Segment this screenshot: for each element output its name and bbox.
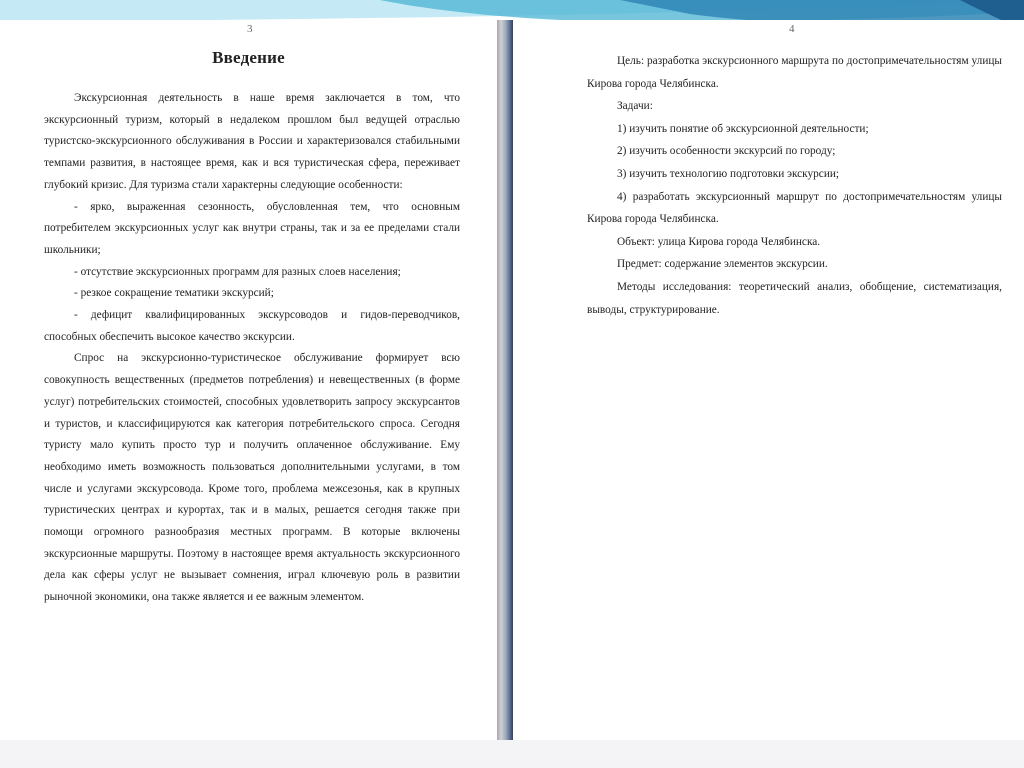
subject-paragraph: Предмет: содержание элементов экскурсии. — [617, 258, 828, 271]
paragraph-5: - дефицит квалифицированных экскурсоводов и гидов-переводчиков, способных обеспечить высокое качество экскурсии. — [44, 309, 460, 343]
goal-paragraph: Цель: разработка экскурсионного маршрута по достопримечательностям улицы Кирова города Челябинска. — [587, 55, 1002, 90]
paragraph-3: - отсутствие экскурсионных программ для разных слоев населения; — [74, 265, 401, 278]
bottom-margin — [0, 740, 1024, 768]
paragraph-2: - ярко, выраженная сезонность, обусловленная тем, что основным потребителем экскурсионных услуг как внутри страны, так и за ее пределами стали школьники; — [44, 200, 460, 256]
object-paragraph: Объект: улица Кирова города Челябинска. — [617, 235, 821, 248]
paragraph-4: - резкое сокращение тематики экскурсий; — [74, 287, 274, 300]
page-number-3: 3 — [247, 23, 253, 35]
task-item: 2) изучить особенности экскурсий по городу; — [617, 145, 836, 158]
paragraph-1: Экскурсионная деятельность в наше время заключается в том, что экскурсионный туризм, который в недалеком прошлом был ведущей отраслью туристско-экскурсионного обслуживания в России и характеризовался стабильными темпами развития, в настоящее время, как и вся туристическая сфера, переживает глубокий кризис. Для туризма стали характерны следующие особенности: — [44, 92, 460, 191]
task-item: 1) изучить понятие об экскурсионной деятельности; — [617, 122, 869, 135]
page-4 — [513, 20, 1024, 740]
methods-paragraph: Методы исследования: теоретический анализ, обобщение, систематизация, выводы, структурирование. — [587, 280, 1002, 316]
page-title: Введение — [212, 48, 285, 67]
page-gutter — [497, 20, 513, 740]
paragraph-6: Спрос на экскурсионно-туристическое обслуживание формирует всю совокупность вещественных (предметов потребления) и невещественных (в форме услуг) потребительских стоимостей, способных удовлетворить запросу экскурсантов и туристов, и классифицируются как категория потребительского спроса. Сегодня туристу мало купить просто тур и получить оплаченное обслуживание. Ему необходимо иметь возможность пользоваться дополнительными услугами, в том числе и услугами экскурсовода. Кроме того, проблема межсезонья, как в крупных туристических центрах и курортах, так и в малых, решается сегодня также при помощи огромного разнообразия местных программ. В которые включены экскурсионные маршруты. Поэтому в настоящее время актуальность экскурсионного дела как сферы услуг не вызывает сомнения, играл ключевую роль в развитии рыночной экономики, она также является и ее важным элементом. — [44, 352, 460, 604]
page-number-4: 4 — [789, 23, 795, 35]
task-item: 3) изучить технологию подготовки экскурсии; — [617, 167, 840, 180]
goals-text — [587, 50, 1002, 321]
task-item: 4) разработать экскурсионный маршрут по достопримечательностям улицы Кирова города Челябинска. — [587, 190, 1002, 226]
intro-text — [44, 88, 460, 609]
document-spread — [0, 20, 1024, 740]
tasks-heading: Задачи: — [617, 100, 653, 113]
page-3 — [0, 20, 497, 740]
